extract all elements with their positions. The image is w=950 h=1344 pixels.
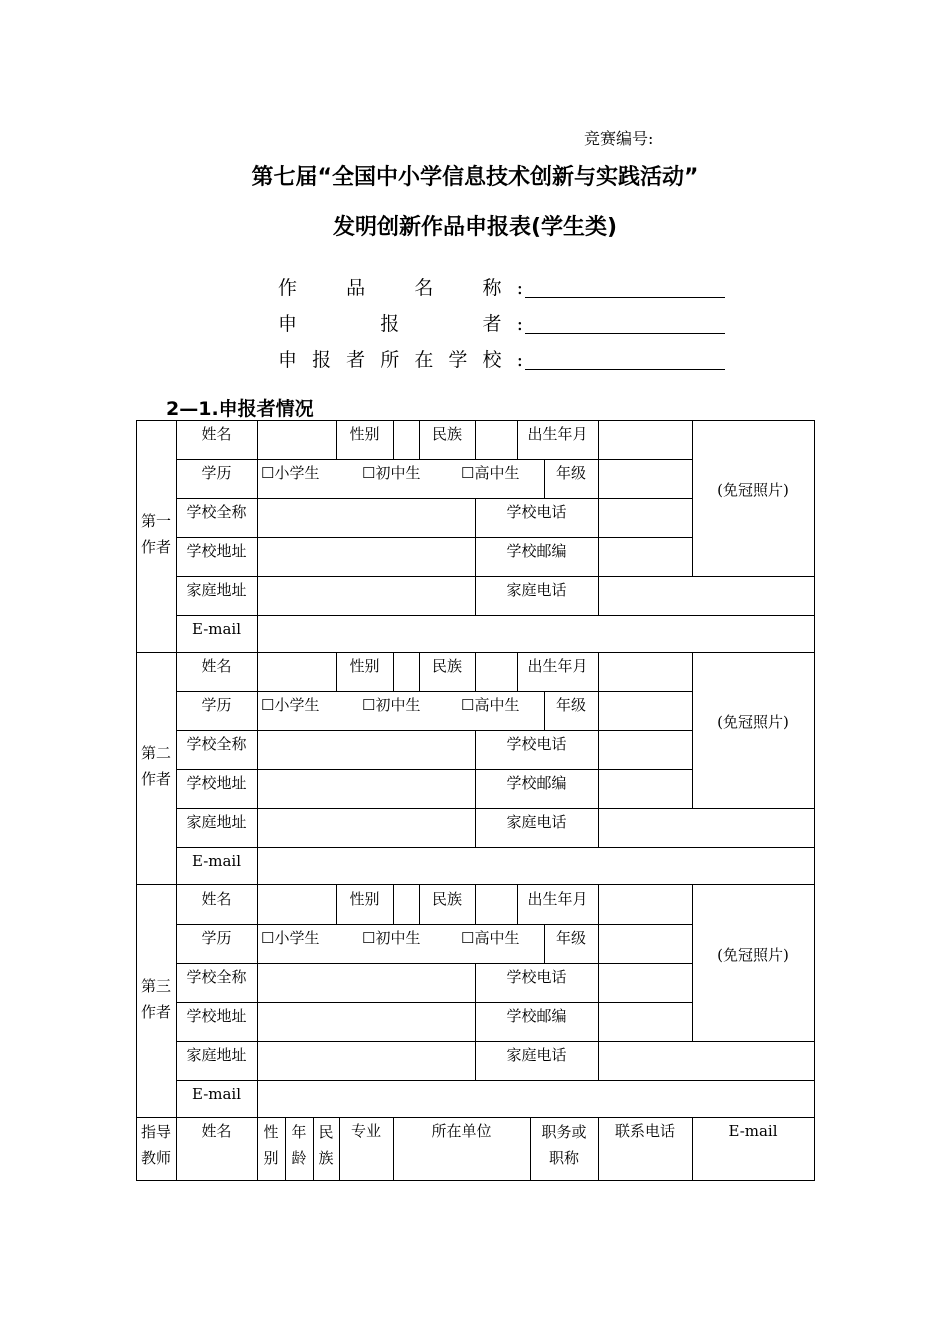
author-1-school-address-label: 学校地址 bbox=[186, 542, 247, 560]
author-3-gender-label: 性别 bbox=[349, 890, 380, 908]
grid-line bbox=[814, 420, 815, 1181]
author-3-primary-checkbox[interactable]: ☐小学生 bbox=[261, 929, 320, 947]
advisor-phone-header: 联系电话 bbox=[614, 1122, 675, 1140]
author-2-name-field[interactable] bbox=[258, 653, 335, 690]
author-1-ethnicity-label: 民族 bbox=[431, 425, 462, 443]
author-1-label-top: 第一 bbox=[140, 512, 171, 530]
author-2-label-top: 第二 bbox=[140, 744, 171, 762]
author-1-school-address-field[interactable] bbox=[258, 538, 474, 575]
advisor-title-header-bottom: 职称 bbox=[548, 1149, 579, 1167]
author-3-birth-label: 出生年月 bbox=[527, 890, 588, 908]
author-1-education-label: 学历 bbox=[201, 464, 232, 482]
author-2-email-field[interactable] bbox=[258, 848, 813, 883]
author-1-home-address-label: 家庭地址 bbox=[186, 581, 247, 599]
advisor-age-header-bottom: 龄 bbox=[291, 1149, 307, 1167]
author-1-school-name-field[interactable] bbox=[258, 499, 474, 536]
author-3-ethnicity-label: 民族 bbox=[431, 890, 462, 908]
author-3-grade-label: 年级 bbox=[555, 929, 586, 947]
author-1-birth-field[interactable] bbox=[599, 421, 691, 458]
author-2-label-bottom: 作者 bbox=[140, 770, 171, 788]
author-3-home-phone-field[interactable] bbox=[599, 1042, 813, 1079]
author-2-home-address-label: 家庭地址 bbox=[186, 813, 247, 831]
author-3-junior-checkbox[interactable]: ☐初中生 bbox=[362, 929, 421, 947]
author-2-school-zip-field[interactable] bbox=[599, 770, 691, 807]
advisor-email-header: E-mail bbox=[728, 1122, 778, 1140]
author-2-school-phone-label: 学校电话 bbox=[506, 735, 567, 753]
advisor-gender-header-bottom: 别 bbox=[263, 1149, 279, 1167]
author-2-grade-label: 年级 bbox=[555, 696, 586, 714]
author-2-gender-label: 性别 bbox=[349, 657, 380, 675]
author-1-email-field[interactable] bbox=[258, 616, 813, 651]
author-2-birth-label: 出生年月 bbox=[527, 657, 588, 675]
author-2-school-address-field[interactable] bbox=[258, 770, 474, 807]
advisor-title-header-top: 职务或 bbox=[541, 1123, 587, 1141]
applicant-school-label: 申报者所在学校: bbox=[278, 349, 523, 371]
author-3-school-address-label: 学校地址 bbox=[186, 1007, 247, 1025]
author-2-junior-checkbox[interactable]: ☐初中生 bbox=[362, 696, 421, 714]
author-3-label-bottom: 作者 bbox=[140, 1003, 171, 1021]
author-1-school-name-label: 学校全称 bbox=[186, 503, 247, 521]
author-1-gender-label: 性别 bbox=[349, 425, 380, 443]
advisor-gender-header bbox=[257, 1119, 285, 1171]
advisor-title-header bbox=[530, 1119, 598, 1171]
advisor-label bbox=[136, 1119, 176, 1171]
advisor-ethnicity-header-top: 民 bbox=[318, 1123, 334, 1141]
section-heading: 2—1.申报者情况 bbox=[166, 398, 314, 420]
grid-line bbox=[136, 1117, 815, 1118]
applicant-field[interactable] bbox=[525, 333, 725, 334]
advisor-name-header: 姓名 bbox=[201, 1122, 232, 1140]
author-2-label bbox=[136, 740, 176, 792]
author-3-senior-checkbox[interactable]: ☐高中生 bbox=[461, 929, 520, 947]
author-2-senior-checkbox[interactable]: ☐高中生 bbox=[461, 696, 520, 714]
author-1-label-bottom: 作者 bbox=[140, 538, 171, 556]
competition-number-label: 竞赛编号: bbox=[584, 129, 654, 148]
author-3-photo-placeholder: (免冠照片) bbox=[717, 946, 789, 964]
author-2-education-label: 学历 bbox=[201, 696, 232, 714]
author-1-school-zip-field[interactable] bbox=[599, 538, 691, 575]
author-1-junior-checkbox[interactable]: ☐初中生 bbox=[362, 464, 421, 482]
author-1-home-phone-label: 家庭电话 bbox=[506, 581, 567, 599]
author-3-email-field[interactable] bbox=[258, 1081, 813, 1116]
author-1-grade-field[interactable] bbox=[599, 460, 691, 497]
author-2-primary-checkbox[interactable]: ☐小学生 bbox=[261, 696, 320, 714]
author-2-email-label: E-mail bbox=[191, 852, 242, 870]
author-1-name-label: 姓名 bbox=[201, 425, 232, 443]
author-3-email-label: E-mail bbox=[191, 1085, 242, 1103]
work-name-label: 作 品 名 称: bbox=[278, 277, 523, 299]
author-3-school-zip-field[interactable] bbox=[599, 1003, 691, 1040]
author-3-home-phone-label: 家庭电话 bbox=[506, 1046, 567, 1064]
author-1-birth-label: 出生年月 bbox=[527, 425, 588, 443]
author-1-label bbox=[136, 508, 176, 560]
page-title: 第七届“全国中小学信息技术创新与实践活动” bbox=[251, 165, 699, 190]
author-3-label-top: 第三 bbox=[140, 977, 171, 995]
advisor-label-top: 指导 bbox=[140, 1123, 171, 1141]
author-2-gender-field[interactable] bbox=[394, 653, 418, 690]
author-1-school-zip-label: 学校邮编 bbox=[506, 542, 567, 560]
advisor-unit-header: 所在单位 bbox=[431, 1122, 492, 1140]
author-3-school-address-field[interactable] bbox=[258, 1003, 474, 1040]
advisor-age-header-top: 年 bbox=[291, 1123, 307, 1141]
author-3-birth-field[interactable] bbox=[599, 886, 691, 923]
author-2-ethnicity-label: 民族 bbox=[431, 657, 462, 675]
author-2-school-phone-field[interactable] bbox=[599, 731, 691, 768]
advisor-gender-header-top: 性 bbox=[263, 1123, 279, 1141]
advisor-label-bottom: 教师 bbox=[140, 1149, 171, 1167]
author-3-grade-field[interactable] bbox=[599, 925, 691, 962]
author-1-gender-field[interactable] bbox=[394, 421, 418, 458]
author-1-senior-checkbox[interactable]: ☐高中生 bbox=[461, 464, 520, 482]
advisor-ethnicity-header-bottom: 族 bbox=[318, 1149, 334, 1167]
author-1-email-label: E-mail bbox=[191, 620, 242, 638]
author-2-name-label: 姓名 bbox=[201, 657, 232, 675]
author-3-school-phone-label: 学校电话 bbox=[506, 968, 567, 986]
author-2-home-phone-field[interactable] bbox=[599, 809, 813, 846]
author-3-school-phone-field[interactable] bbox=[599, 964, 691, 1001]
author-3-home-address-field[interactable] bbox=[258, 1042, 474, 1079]
author-3-ethnicity-field[interactable] bbox=[476, 886, 516, 923]
author-1-grade-label: 年级 bbox=[555, 464, 586, 482]
advisor-age-header bbox=[285, 1119, 313, 1171]
author-1-school-phone-label: 学校电话 bbox=[506, 503, 567, 521]
author-2-birth-field[interactable] bbox=[599, 653, 691, 690]
author-1-home-address-field[interactable] bbox=[258, 577, 474, 614]
author-1-name-field[interactable] bbox=[258, 421, 335, 458]
work-name-field[interactable] bbox=[525, 297, 725, 298]
author-3-gender-field[interactable] bbox=[394, 886, 418, 923]
author-2-grade-field[interactable] bbox=[599, 692, 691, 729]
author-3-education-label: 学历 bbox=[201, 929, 232, 947]
author-1-school-phone-field[interactable] bbox=[599, 499, 691, 536]
author-2-home-address-field[interactable] bbox=[258, 809, 474, 846]
author-3-school-zip-label: 学校邮编 bbox=[506, 1007, 567, 1025]
author-1-primary-checkbox[interactable]: ☐小学生 bbox=[261, 464, 320, 482]
author-3-school-name-label: 学校全称 bbox=[186, 968, 247, 986]
applicant-label: 申 报 者: bbox=[278, 313, 523, 335]
author-2-school-name-label: 学校全称 bbox=[186, 735, 247, 753]
author-2-school-name-field[interactable] bbox=[258, 731, 474, 768]
author-1-ethnicity-field[interactable] bbox=[476, 421, 516, 458]
page-subtitle: 发明创新作品申报表(学生类) bbox=[332, 215, 618, 240]
author-1-home-phone-field[interactable] bbox=[599, 577, 813, 614]
advisor-ethnicity-header bbox=[313, 1119, 339, 1171]
author-3-name-field[interactable] bbox=[258, 886, 335, 923]
author-3-home-address-label: 家庭地址 bbox=[186, 1046, 247, 1064]
author-3-name-label: 姓名 bbox=[201, 890, 232, 908]
advisor-major-header: 专业 bbox=[350, 1122, 381, 1140]
author-2-photo-placeholder: (免冠照片) bbox=[717, 713, 789, 731]
applicant-school-field[interactable] bbox=[525, 369, 725, 370]
author-2-home-phone-label: 家庭电话 bbox=[506, 813, 567, 831]
grid-line bbox=[136, 1180, 815, 1181]
author-2-ethnicity-field[interactable] bbox=[476, 653, 516, 690]
author-2-school-address-label: 学校地址 bbox=[186, 774, 247, 792]
author-3-label bbox=[136, 973, 176, 1025]
author-3-school-name-field[interactable] bbox=[258, 964, 474, 1001]
author-2-school-zip-label: 学校邮编 bbox=[506, 774, 567, 792]
author-1-photo-placeholder: (免冠照片) bbox=[717, 481, 789, 499]
